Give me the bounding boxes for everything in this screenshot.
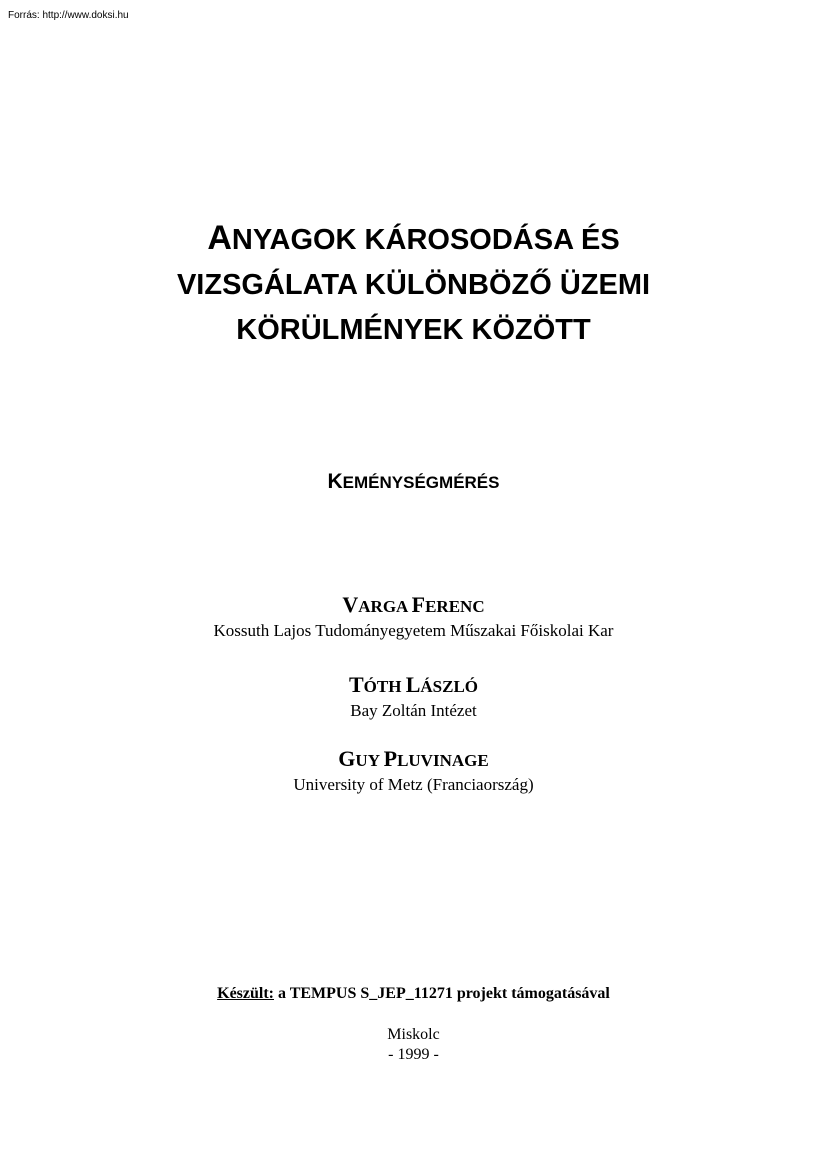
author-name: VARGA FERENC: [342, 592, 485, 617]
publication-place: [0, 1025, 827, 1065]
funding-text: a TEMPUS S_JEP_11271 projekt támogatásával: [274, 985, 610, 1002]
author-name: GUY PLUVINAGE: [338, 746, 489, 771]
author-affiliation: Kossuth Lajos Tudományegyetem Műszakai Főiskolai Kar: [213, 621, 614, 640]
document-title: [0, 216, 827, 353]
title-line-1-rest: NYAGOK KÁROSODÁSA ÉS: [231, 224, 620, 256]
publication-year: - 1999 -: [388, 1046, 439, 1063]
title-initial: A: [207, 219, 232, 257]
author-affiliation: Bay Zoltán Intézet: [350, 701, 477, 720]
title-line-2: VIZSGÁLATA KÜLÖNBÖZŐ ÜZEMI: [176, 269, 651, 301]
place-name: Miskolc: [387, 1026, 440, 1043]
funding-label: Készült:: [217, 985, 274, 1002]
author-1: [0, 592, 827, 642]
title-line-3: KÖRÜLMÉNYEK KÖZÖTT: [236, 314, 591, 346]
subtitle-rest: EMÉNYSÉGMÉRÉS: [342, 473, 500, 492]
title-line-1: [0, 216, 827, 263]
subtitle-initial: K: [327, 470, 343, 493]
source-url: Forrás: http://www.doksi.hu: [8, 10, 129, 21]
author-2: [0, 672, 827, 722]
author-3: [0, 746, 827, 796]
author-name: TÓTH LÁSZLÓ: [348, 672, 479, 697]
document-subtitle: [0, 470, 827, 494]
funding-note: [0, 985, 827, 1003]
author-affiliation: University of Metz (Franciaország): [293, 775, 534, 794]
